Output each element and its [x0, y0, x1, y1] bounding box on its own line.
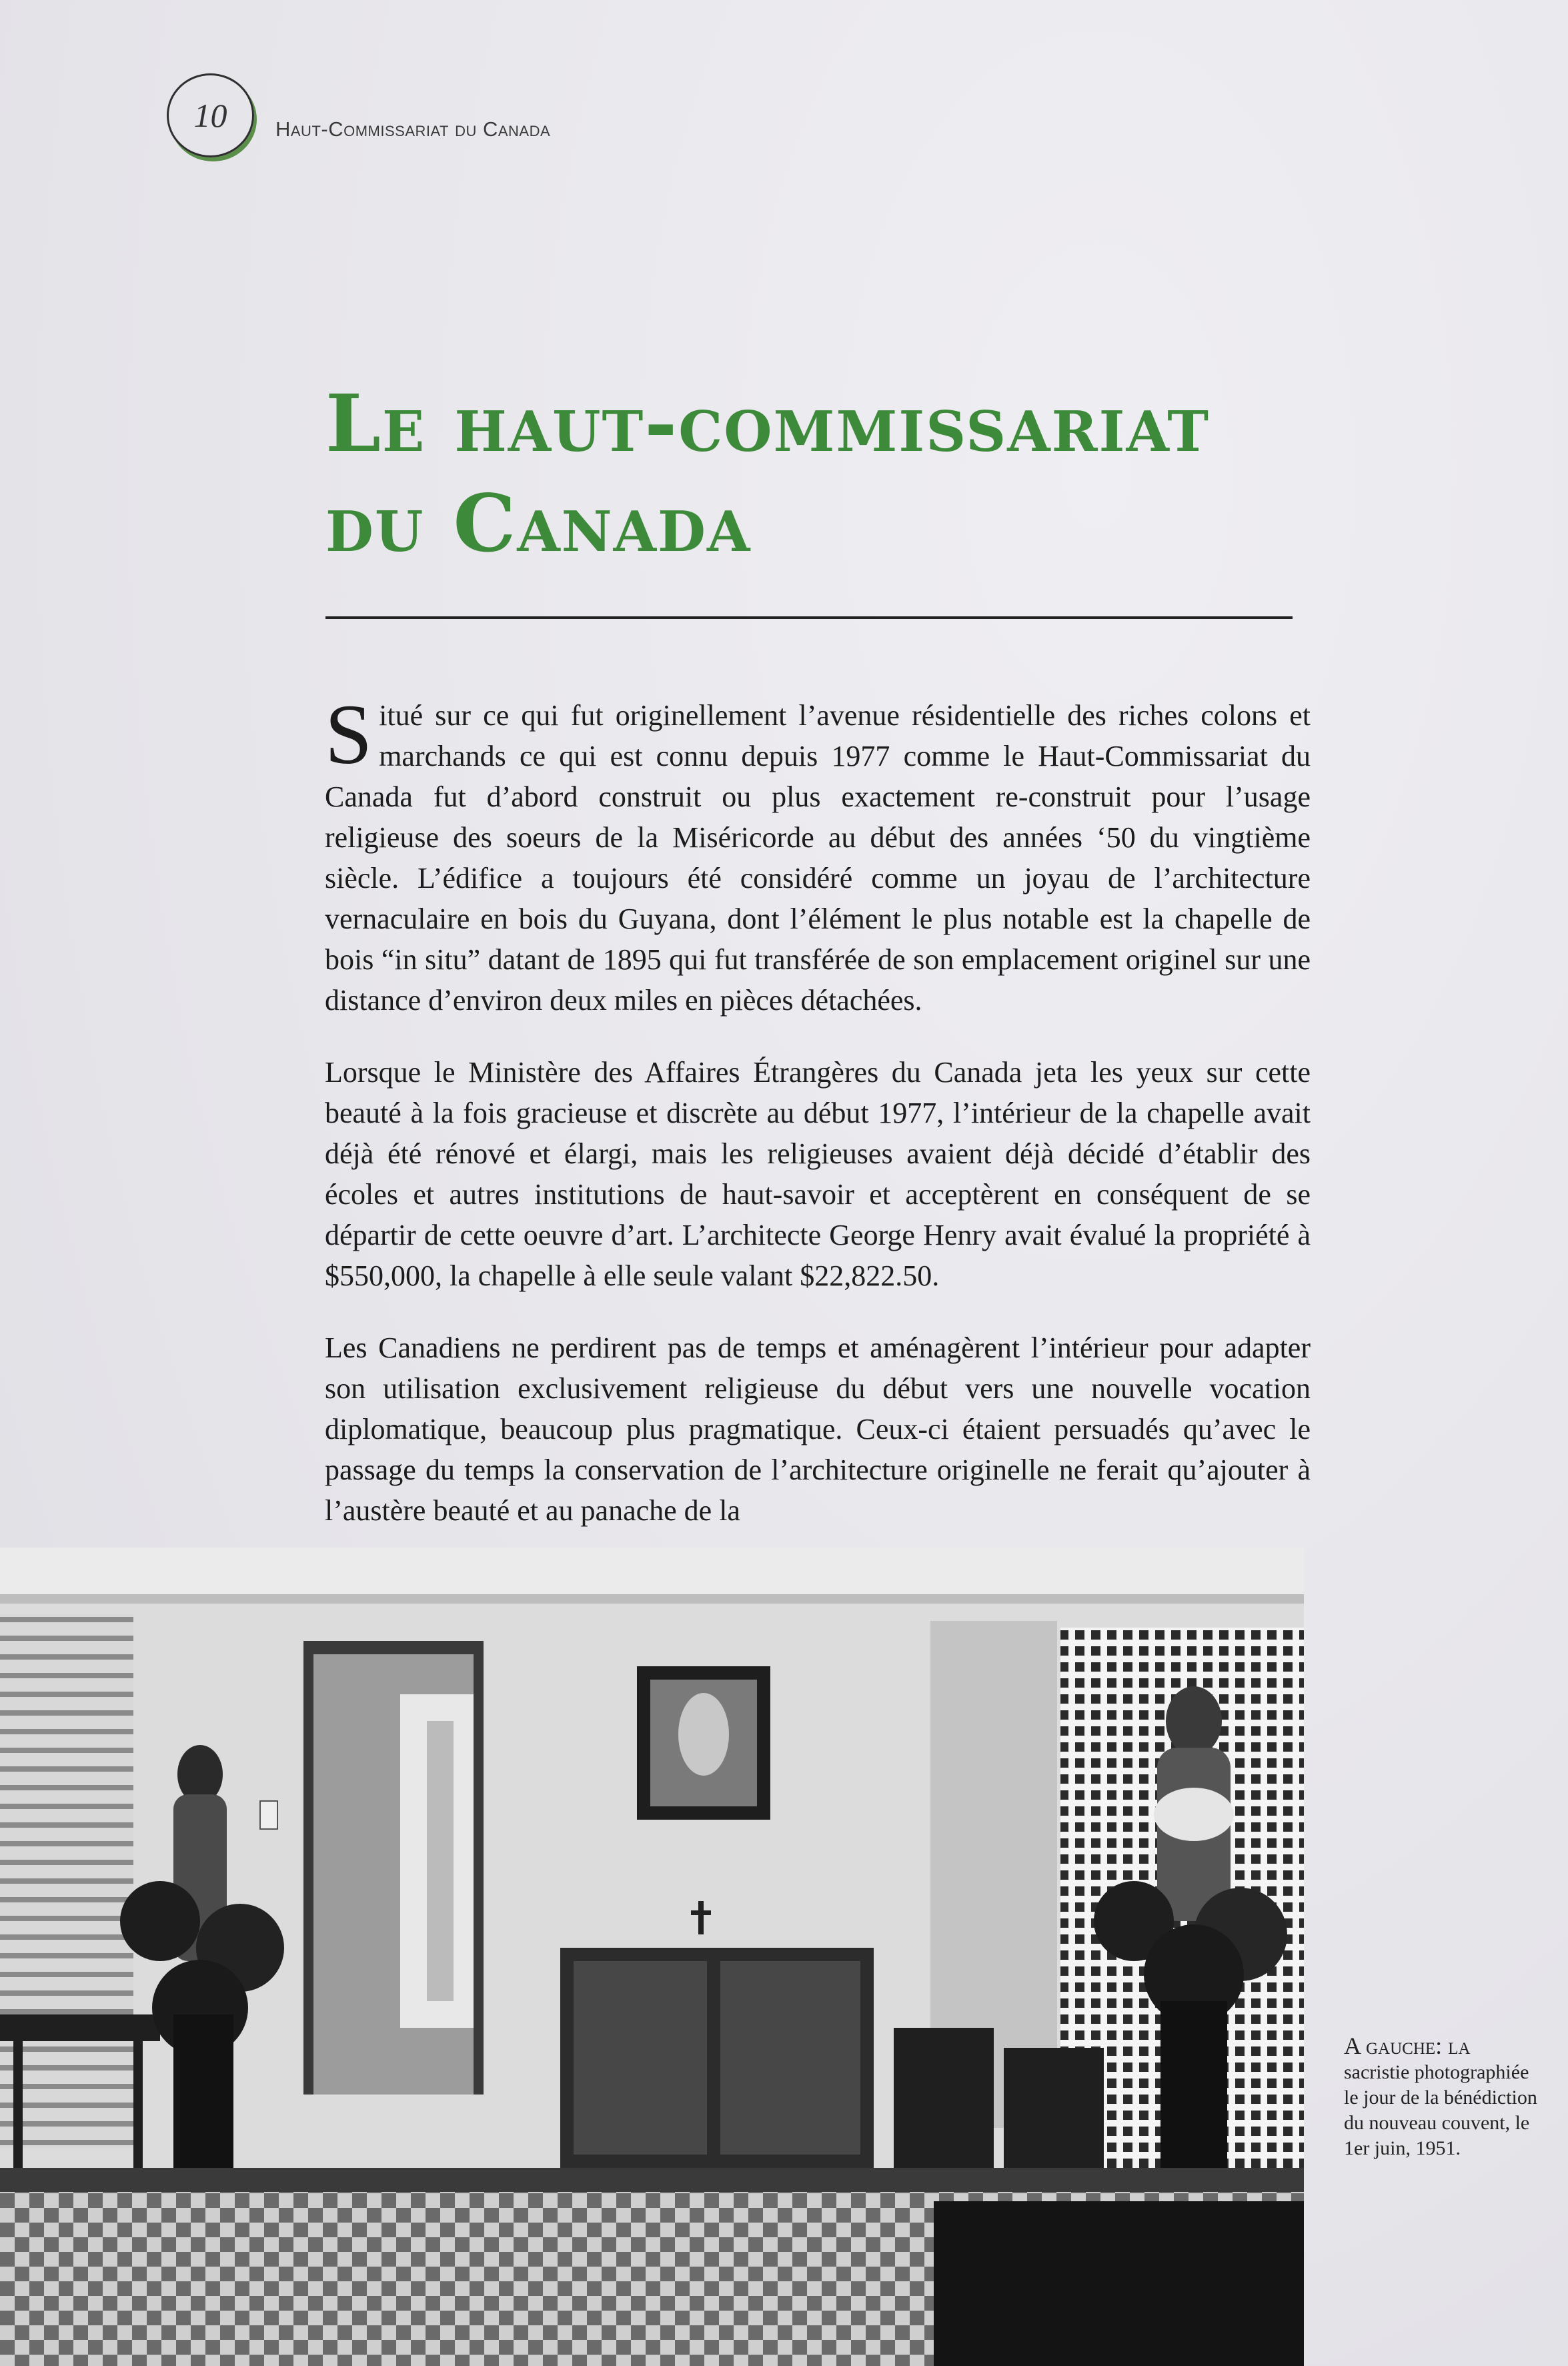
- page-number: 10: [193, 97, 227, 134]
- photo-caption: [1344, 2033, 1544, 2161]
- article-title: [325, 374, 1313, 574]
- caption-heading: A gauche: la: [1344, 2032, 1471, 2059]
- sacristy-photograph: [0, 1548, 1304, 2366]
- paragraph-1: [325, 687, 1311, 1021]
- caption-text: sacristie photographiée le jour de la bénédiction du nouveau couvent, le 1er juin, 1951.: [1344, 2061, 1537, 2159]
- paragraph-3: Les Canadiens ne perdirent pas de temps et aménagèrent l’intérieur pour adapter son utilisation exclusivement religieuse du début vers une nouvelle vocation diplomatique, beaucoup plus pragmatique. Ceux-ci étaient persuadés qu’avec le passage du temps la conservation de l’architecture originelle ne ferait qu’ajouter à l’austère beauté et au panache de la: [325, 1331, 1311, 1527]
- drop-cap: S: [325, 687, 373, 782]
- title-divider: [325, 616, 1293, 619]
- paragraph-1-text: itué sur ce qui fut originellement l’avenue résidentielle des riches colons et marchands ce qui est connu depuis 1977 comme le Haut-Commissariat du Canada fut d’abord construit ou plus exactement re-construit pour l’usage religieuse des soeurs de la Miséricorde au début des années ‘50 du vingtième siècle. L’édifice a toujours été considéré comme un joyau de l’architecture vernaculaire en bois du Guyana, dont l’élément le plus notable est la chapelle de bois “in situ” datant de 1895 qui fut transférée de son emplacement originel sur une distance d’environ deux miles en pièces détachées.: [325, 699, 1311, 1017]
- running-header: Haut-Commissariat du Canada: [275, 117, 551, 141]
- paragraph-2: Lorsque le Ministère des Affaires Étrangères du Canada jeta les yeux sur cette beauté à la fois gracieuse et discrète au début 1977, l’intérieur de la chapelle avait déjà été rénové et élargi, mais les religieuses avaient déjà décidé d’établir des écoles et autres institutions de haut-savoir et acceptèrent en conséquent de se départir de cette oeuvre d’art. L’architecte George Henry avait évalué la propriété à $550,000, la chapelle à elle seule valant $22,822.50.: [325, 1056, 1311, 1292]
- title-line-1: Le haut-commissariat: [325, 377, 1211, 470]
- page-number-badge: [167, 73, 254, 157]
- title-line-2: du Canada: [325, 477, 752, 570]
